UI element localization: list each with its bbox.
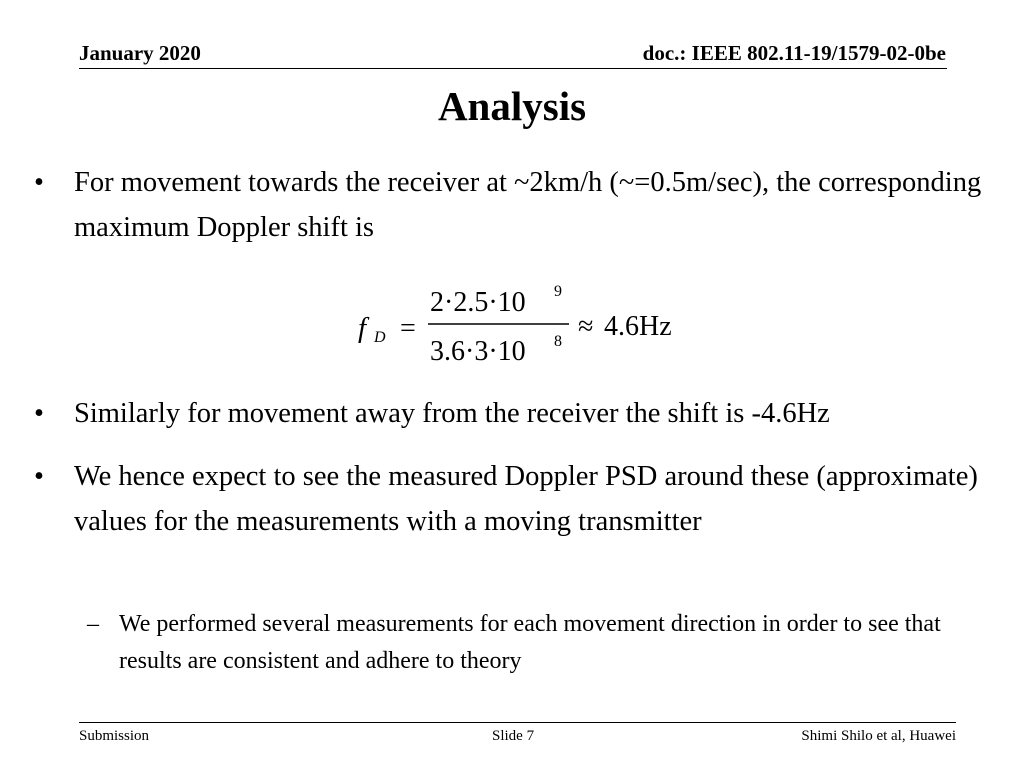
footer-author: Shimi Shilo et al, Huawei: [801, 728, 956, 744]
bullet-item: [34, 160, 989, 250]
equation-lhs-var: f: [358, 312, 367, 344]
equation-approx: ≈: [578, 311, 594, 342]
bullet-dot-icon: •: [34, 167, 44, 198]
footer-submission: Submission: [79, 728, 150, 744]
header-date: January 2020: [79, 41, 201, 65]
equation-result: 4.6Hz: [604, 311, 672, 342]
equation-denominator-exp: 8: [554, 333, 562, 350]
bullet-item: [34, 454, 989, 544]
equation-numerator-exp: 9: [554, 283, 562, 300]
header-rule: [79, 68, 947, 69]
doppler-equation: [356, 280, 716, 370]
equation-lhs-sub: D: [374, 329, 386, 346]
equation-numerator: 2·2.5·10: [430, 287, 526, 318]
slide-title: Analysis: [437, 83, 587, 129]
bullet-text: Similarly for movement away from the receiver the shift is -4.6Hz: [74, 398, 830, 429]
footer-rule: [79, 722, 956, 723]
equation-denominator: 3.6·3·10: [430, 336, 526, 367]
bullet-text: We hence expect to see the measured Doppler PSD around these (approximate) values for the measurements with a moving transmitter: [74, 461, 978, 537]
bullet-item: [34, 391, 989, 436]
bullet-dot-icon: •: [34, 461, 44, 492]
equation-equals: =: [400, 313, 416, 344]
header-doc-id: doc.: IEEE 802.11-19/1579-02-0be: [642, 41, 946, 65]
dash-icon: –: [87, 611, 99, 637]
footer-slide-number: Slide 7: [492, 728, 535, 744]
sub-bullet-text: We performed several measurements for each movement direction in order to see that results are consistent and adhere to theory: [119, 611, 941, 674]
bullet-text: For movement towards the receiver at ~2km/h (~=0.5m/sec), the corresponding maximum Doppler shift is: [74, 167, 982, 243]
sub-bullet-item: [87, 606, 989, 680]
bullet-dot-icon: •: [34, 398, 44, 429]
